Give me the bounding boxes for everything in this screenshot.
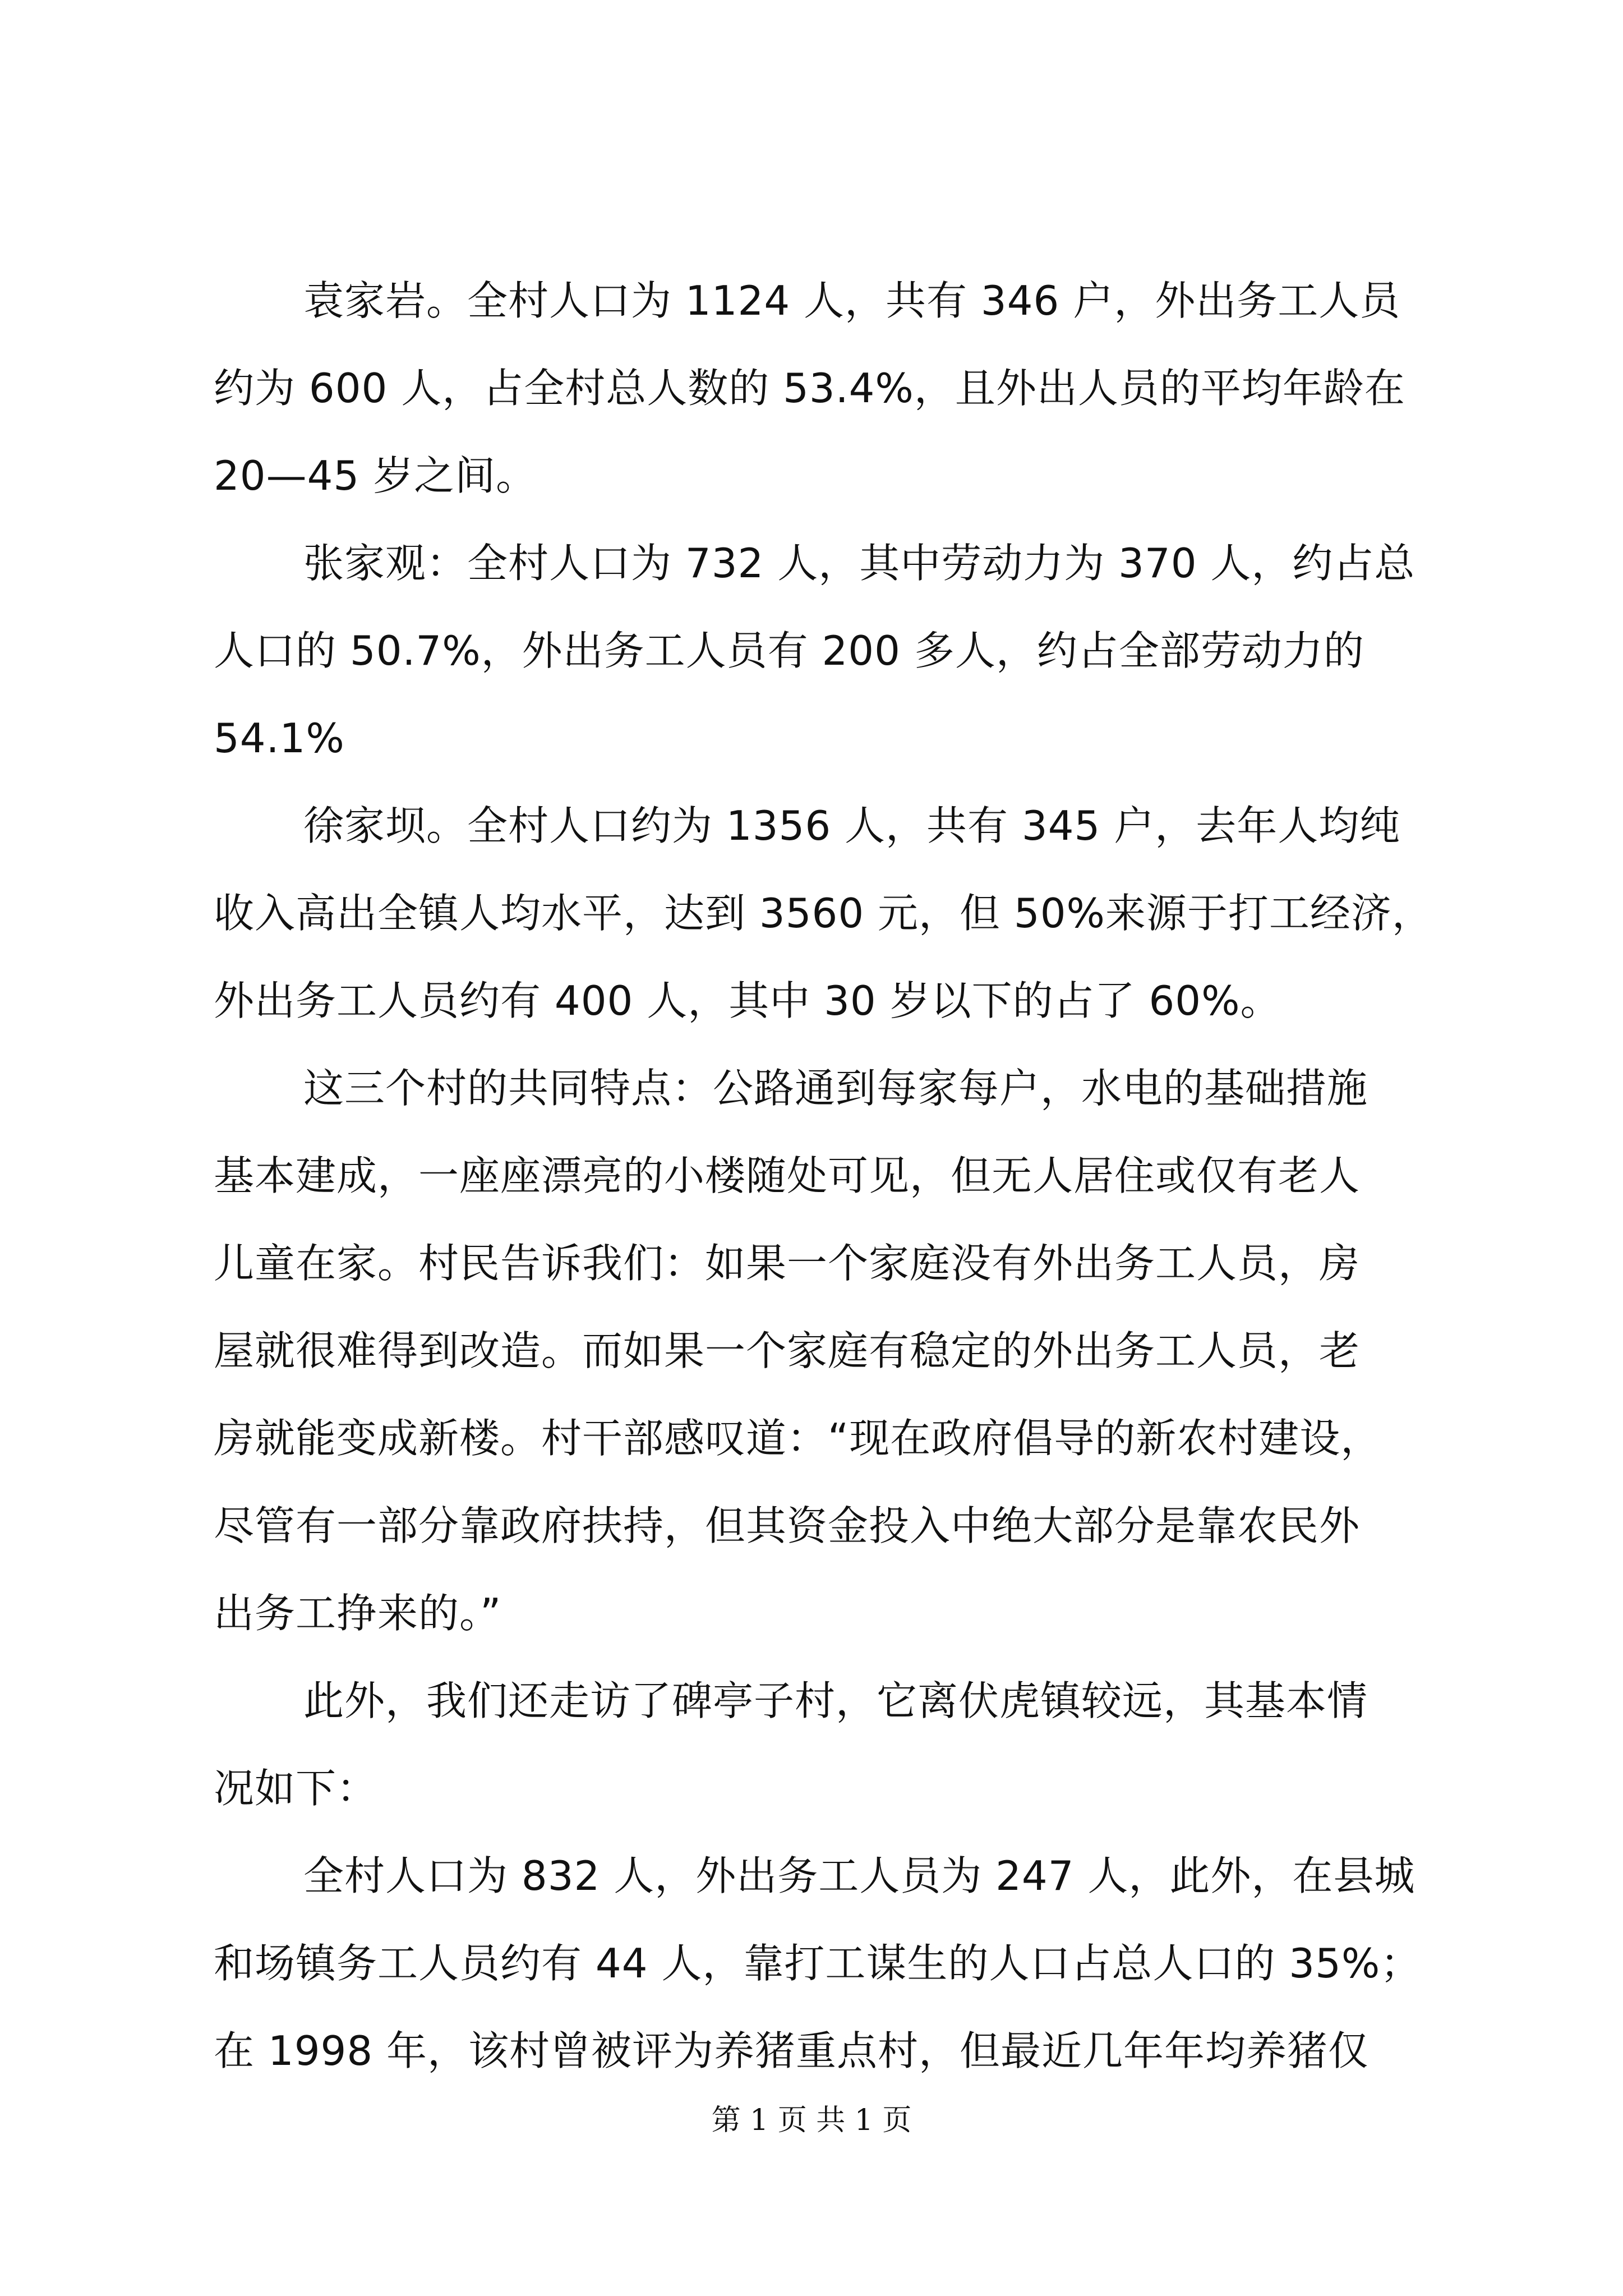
text-line: 屋就很难得到改造。而如果一个家庭有稳定的外出务工人员，老	[214, 1327, 1361, 1374]
text-line: 此外，我们还走访了碑亭子村，它离伏虎镇较远，其基本情	[303, 1677, 1368, 1724]
text-line: 20—45 岁之间。	[214, 452, 537, 499]
text-line: 约为 600 人，占全村总人数的 53.4%，且外出人员的平均年龄在	[214, 365, 1405, 412]
text-line: 房就能变成新楼。村干部感叹道：“现在政府倡导的新农村建设，	[214, 1415, 1382, 1462]
text-line: 54.1%	[214, 715, 345, 762]
text-line: 袁家岩。全村人口为 1124 人，共有 346 户，外出务工人员	[303, 277, 1401, 324]
text-line: 这三个村的共同特点：公路通到每家每户，水电的基础措施	[303, 1065, 1368, 1112]
page-footer: 第 1 页 共 1 页	[711, 2104, 912, 2137]
text-line: 外出务工人员约有 400 人，其中 30 岁以下的占了 60%。	[214, 977, 1281, 1024]
text-line: 在 1998 年，该村曾被评为养猪重点村，但最近几年年均养猪仅	[214, 2027, 1370, 2074]
text-line: 基本建成，一座座漂亮的小楼随处可见，但无人居住或仅有老人	[214, 1152, 1361, 1199]
text-line: 和场镇务工人员约有 44 人，靠打工谋生的人口占总人口的 35%；	[214, 1940, 1422, 1987]
text-line: 出务工挣来的。”	[214, 1590, 502, 1637]
text-line: 况如下：	[214, 1765, 378, 1812]
text-line: 收入高出全镇人均水平，达到 3560 元，但 50%来源于打工经济，	[214, 890, 1433, 937]
text-line: 尽管有一部分靠政府扶持，但其资金投入中绝大部分是靠农民外	[214, 1502, 1361, 1549]
document-body	[214, 257, 1433, 2095]
text-line: 全村人口为 832 人，外出务工人员为 247 人，此外，在县城	[303, 1852, 1415, 1899]
text-line: 儿童在家。村民告诉我们：如果一个家庭没有外出务工人员，房	[214, 1240, 1361, 1287]
text-line: 徐家坝。全村人口约为 1356 人，共有 345 户，去年人均纯	[303, 802, 1401, 849]
text-line: 张家观：全村人口为 732 人，其中劳动力为 370 人，约占总	[303, 540, 1415, 587]
text-line: 人口的 50.7%，外出务工人员有 200 多人，约占全部劳动力的	[214, 627, 1364, 674]
